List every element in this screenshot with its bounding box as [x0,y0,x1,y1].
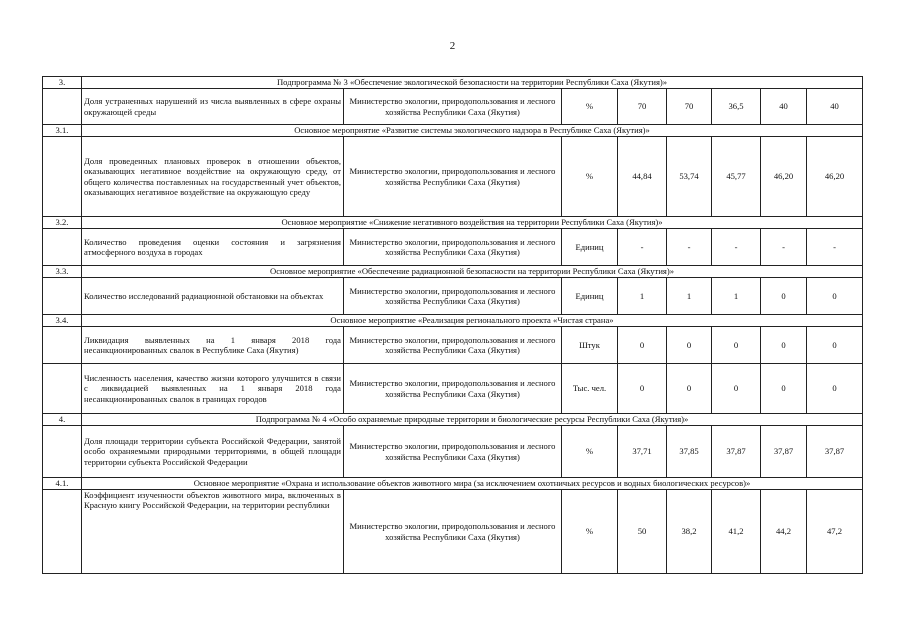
indicator-value: 70 [667,89,712,125]
indicator-value: 37,85 [667,426,712,478]
row-number [43,364,82,414]
indicator-value: 0 [618,364,667,414]
section-title: Основное мероприятие «Обеспечение радиационной безопасности на территории Республики Саха (Якутия)» [82,266,863,278]
indicator-value: 37,87 [761,426,807,478]
responsible-ministry: Министерство экологии, природопользования и лесного хозяйства Республики Саха (Якутия) [344,229,562,266]
row-number [43,278,82,315]
indicator-row [43,89,863,125]
section-title: Основное мероприятие «Реализация регионального проекта «Чистая страна» [82,315,863,327]
section-number: 3.4. [43,315,82,327]
indicator-value: 1 [667,278,712,315]
section-title: Подпрограмма № 3 «Обеспечение экологической безопасности на территории Республики Саха (Якутия)» [82,77,863,89]
indicator-value: - [712,229,761,266]
section-number: 3.2. [43,217,82,229]
indicator-value: 1 [712,278,761,315]
indicator-value: 44,2 [761,490,807,574]
row-number [43,137,82,217]
indicator-value: 0 [761,364,807,414]
indicator-value: 0 [667,327,712,364]
section-row [43,125,863,137]
indicator-value: 36,5 [712,89,761,125]
indicator-row [43,490,863,574]
unit-of-measure: Единиц [562,278,618,315]
indicator-value: - [667,229,712,266]
indicators-table [42,76,863,574]
indicator-name: Количество исследований радиационной обстановки на объектах [82,278,344,315]
section-number: 4.1. [43,478,82,490]
unit-of-measure: % [562,137,618,217]
page-number: 2 [449,40,456,52]
responsible-ministry: Министерство экологии, природопользования и лесного хозяйства Республики Саха (Якутия) [344,327,562,364]
indicator-name: Коэффициент изученности объектов животного мира, включенных в Красную книгу Российской Федерации, на территории республики [82,490,344,574]
indicator-value: 37,71 [618,426,667,478]
unit-of-measure: % [562,426,618,478]
indicator-value: 70 [618,89,667,125]
indicator-value: 0 [807,327,863,364]
indicator-value: 0 [712,364,761,414]
indicator-row [43,426,863,478]
section-number: 3.1. [43,125,82,137]
indicator-value: 0 [667,364,712,414]
indicator-value: 0 [761,278,807,315]
section-number: 3. [43,77,82,89]
table-body [43,77,863,574]
indicator-value: 0 [712,327,761,364]
section-title: Основное мероприятие «Снижение негативного воздействия на территории Республики Саха (Якутия)» [82,217,863,229]
indicator-value: 50 [618,490,667,574]
indicator-name: Численность населения, качество жизни которого улучшится в связи с ликвидацией выявленных на 1 января 2018 года несанкционированных свалок в границах городов [82,364,344,414]
section-row [43,315,863,327]
indicator-value: 45,77 [712,137,761,217]
unit-of-measure: % [562,89,618,125]
responsible-ministry: Министерство экологии, природопользования и лесного хозяйства Республики Саха (Якутия) [344,89,562,125]
row-number [43,229,82,266]
responsible-ministry: Министерство экологии, природопользования и лесного хозяйства Республики Саха (Якутия) [344,278,562,315]
indicator-value: 41,2 [712,490,761,574]
indicator-value: 0 [807,278,863,315]
indicator-value: 40 [807,89,863,125]
section-row [43,217,863,229]
indicator-value: - [618,229,667,266]
indicator-name: Ликвидация выявленных на 1 января 2018 года несанкционированных свалок в Республике Саха (Якутия) [82,327,344,364]
indicator-value: 0 [761,327,807,364]
row-number [43,426,82,478]
indicator-value: 37,87 [807,426,863,478]
row-number [43,89,82,125]
indicator-row [43,364,863,414]
section-row [43,414,863,426]
indicator-value: 46,20 [807,137,863,217]
section-number: 3.3. [43,266,82,278]
indicator-name: Доля устраненных нарушений из числа выявленных в сфере охраны окружающей среды [82,89,344,125]
indicator-value: 38,2 [667,490,712,574]
indicator-value: 40 [761,89,807,125]
row-number [43,327,82,364]
section-row [43,478,863,490]
indicator-value: 53,74 [667,137,712,217]
responsible-ministry: Министерство экологии, природопользования и лесного хозяйства Республики Саха (Якутия) [344,426,562,478]
indicator-name: Количество проведения оценки состояния и загрязнения атмосферного воздуха в городах [82,229,344,266]
section-title: Подпрограмма № 4 «Особо охраняемые природные территории и биологические ресурсы Республики Саха (Якутия)» [82,414,863,426]
indicator-value: 0 [618,327,667,364]
responsible-ministry: Министерство экологии, природопользования и лесного хозяйства Республики Саха (Якутия) [344,490,562,574]
row-number [43,490,82,574]
unit-of-measure: Штук [562,327,618,364]
section-row [43,77,863,89]
section-title: Основное мероприятие «Охрана и использование объектов животного мира (за исключением охотничьих ресурсов и водных биологических ресурсов)» [82,478,863,490]
indicator-value: 0 [807,364,863,414]
section-title: Основное мероприятие «Развитие системы экологического надзора в Республике Саха (Якутия)» [82,125,863,137]
unit-of-measure: % [562,490,618,574]
unit-of-measure: Тыс. чел. [562,364,618,414]
indicator-value: - [761,229,807,266]
indicator-row [43,229,863,266]
indicator-name: Доля проведенных плановых проверок в отношении объектов, оказывающих негативное воздействие на окружающую среду, от общего количества поставленных на государственный учет объектов, оказывающих негативное воздействие на окружающую среду [82,137,344,217]
indicator-value: 44,84 [618,137,667,217]
section-number: 4. [43,414,82,426]
indicator-value: 37,87 [712,426,761,478]
indicator-row [43,278,863,315]
indicator-value: 1 [618,278,667,315]
indicator-row [43,137,863,217]
indicator-value: - [807,229,863,266]
indicator-value: 46,20 [761,137,807,217]
unit-of-measure: Единиц [562,229,618,266]
indicator-name: Доля площади территории субъекта Российской Федерации, занятой особо охраняемыми природными территориями, в общей площади территории субъекта Российской Федерации [82,426,344,478]
responsible-ministry: Министерство экологии, природопользования и лесного хозяйства Республики Саха (Якутия) [344,137,562,217]
section-row [43,266,863,278]
indicator-row [43,327,863,364]
indicator-value: 47,2 [807,490,863,574]
responsible-ministry: Министерство экологии, природопользования и лесного хозяйства Республики Саха (Якутия) [344,364,562,414]
